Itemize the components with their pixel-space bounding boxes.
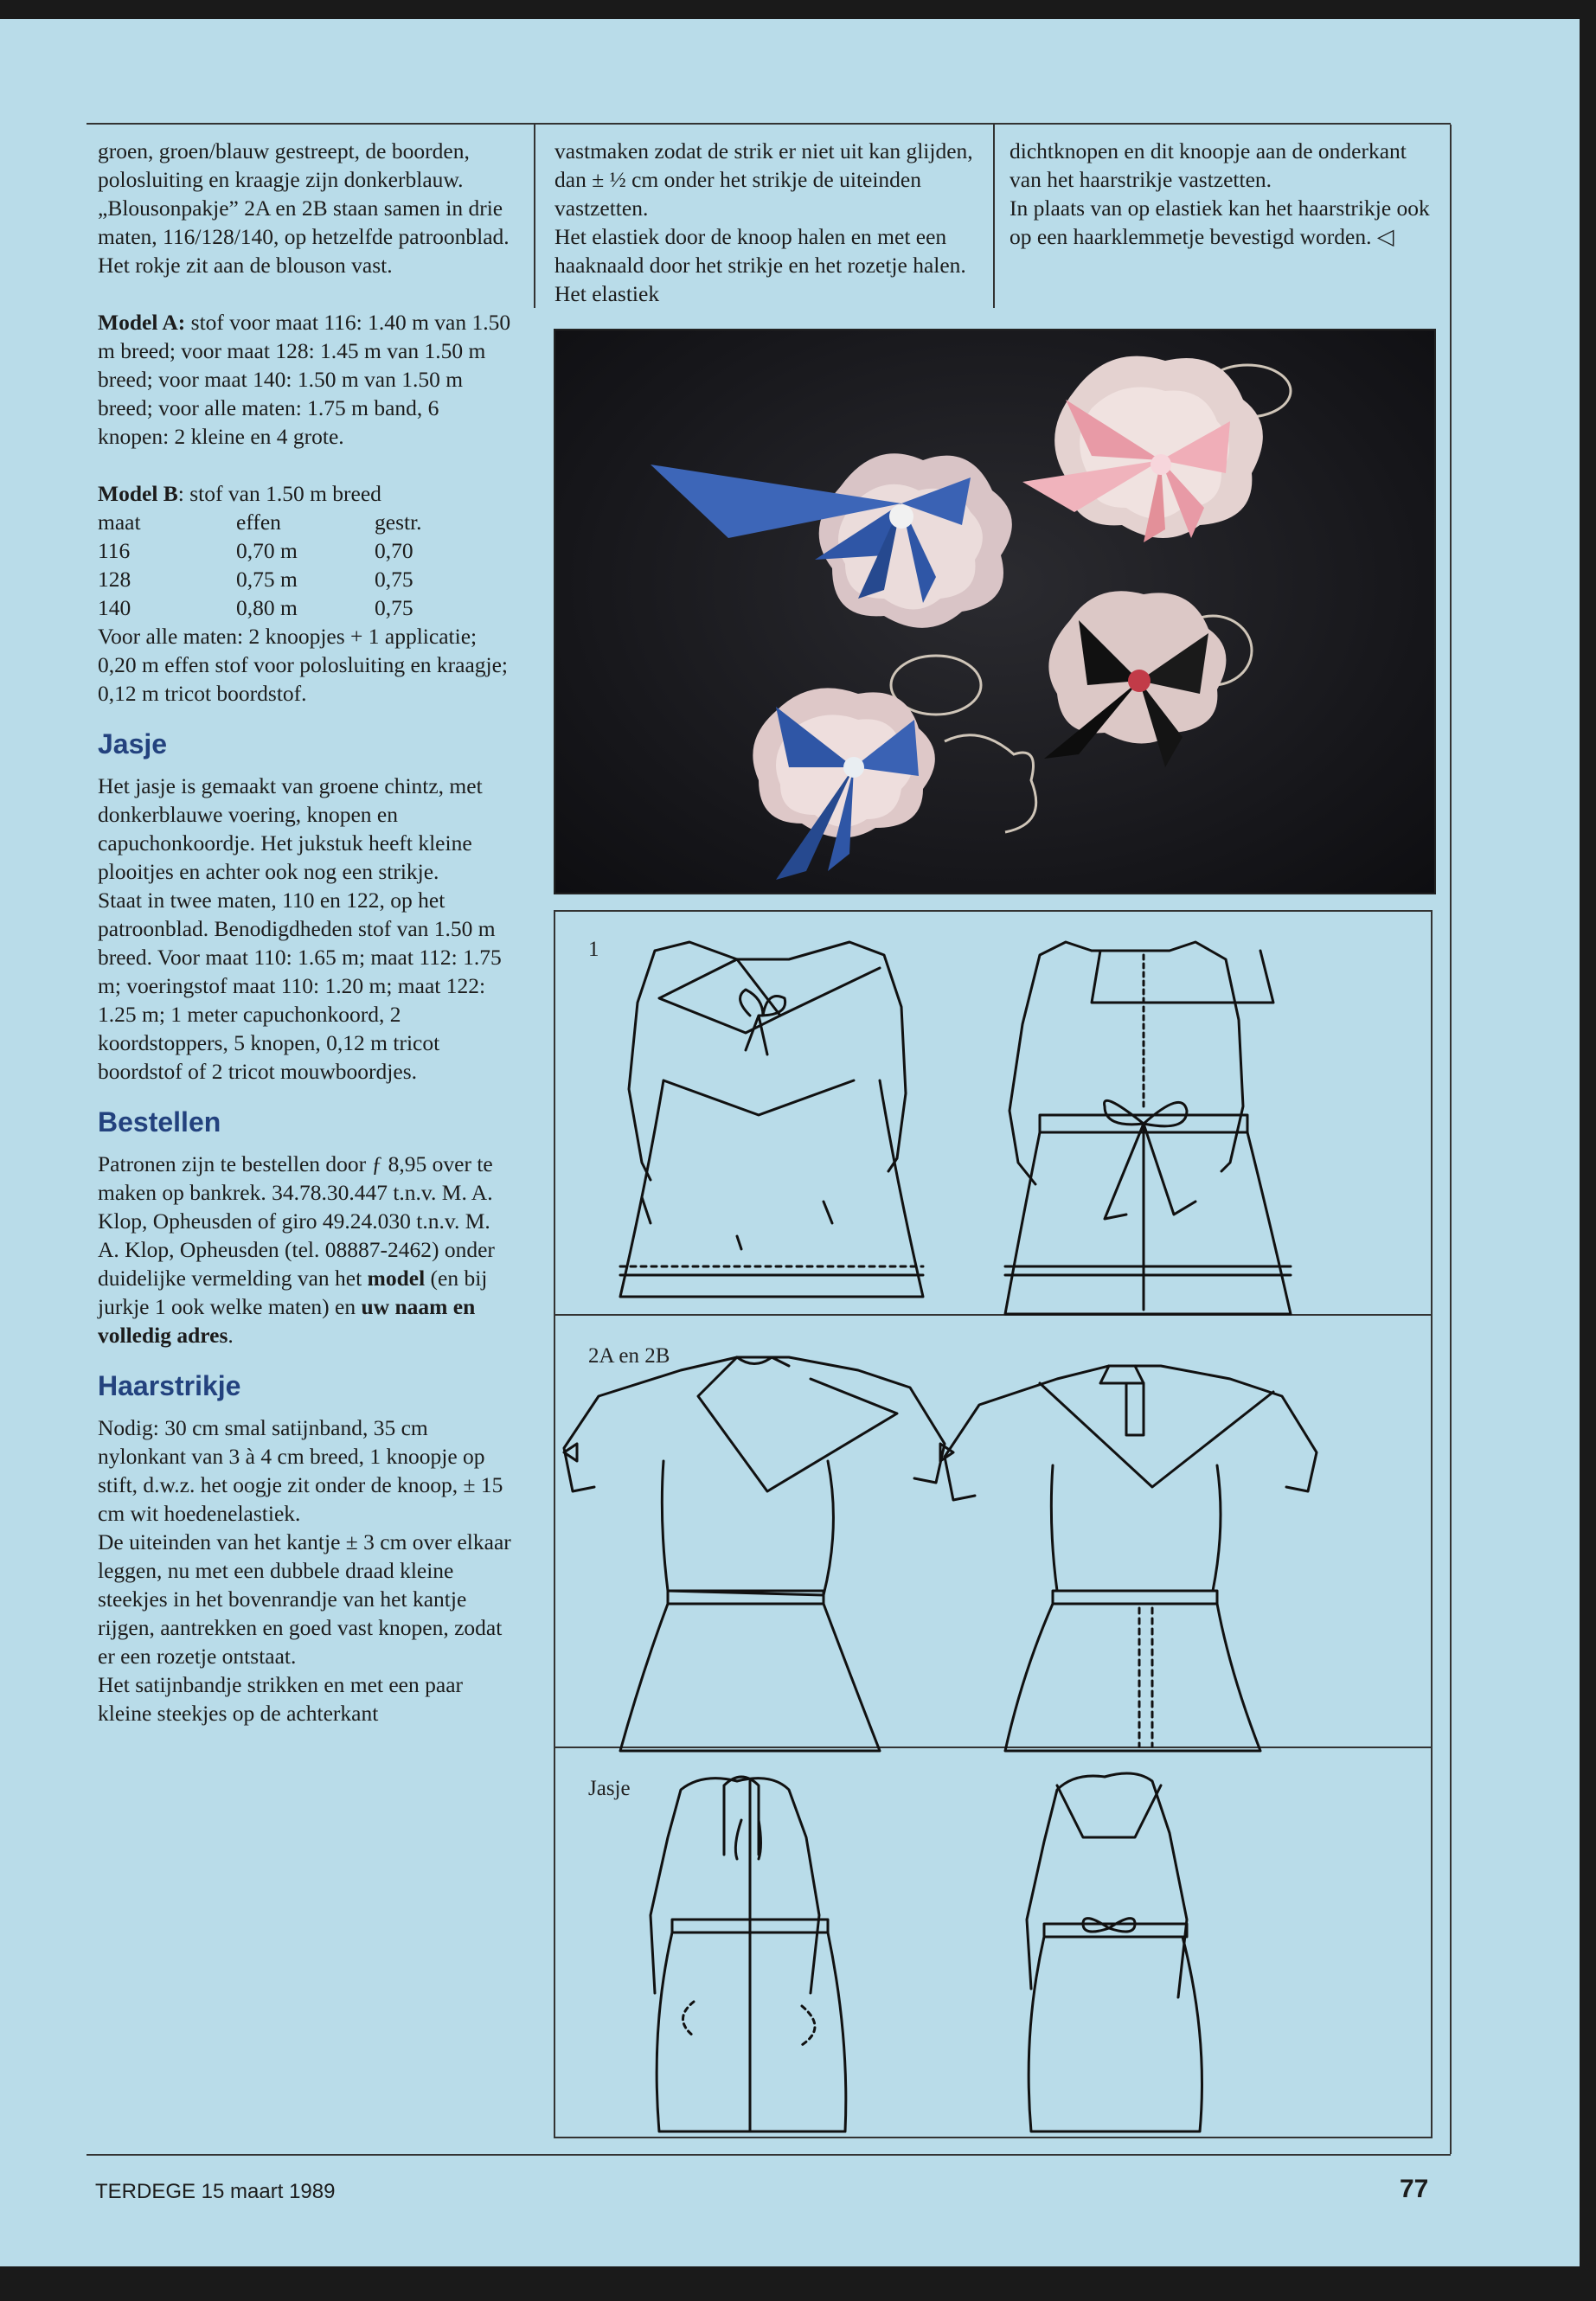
middle-paragraph-1: vastmaken zodat de strik er niet uit kan glijden, dan ± ½ cm onder het strikje de uiteinden vastzetten. bbox=[554, 138, 973, 221]
size-cell: 0,70 bbox=[375, 538, 413, 563]
top-rule bbox=[87, 123, 1451, 125]
size-header-gestr: gestr. bbox=[375, 510, 422, 535]
blue-bow-rosette-2 bbox=[753, 688, 1035, 880]
top-border bbox=[0, 0, 1596, 19]
jasje-heading: Jasje bbox=[98, 728, 168, 760]
right-paragraph-1: dichtknopen en dit knoopje aan de onderkant van het haarstrikje vastzetten. bbox=[1010, 138, 1407, 192]
size-cell: 128 bbox=[98, 567, 131, 592]
right-paragraph-2: In plaats van op elastiek kan het haarstrikje ook op een haarklemmetje bevestigd worden. ◁ bbox=[1010, 195, 1430, 249]
size-cell: 0,75 bbox=[375, 567, 413, 592]
haarstrikje-heading: Haarstrikje bbox=[98, 1370, 241, 1401]
page-number: 77 bbox=[1400, 2175, 1429, 2203]
figure-label-3: Jasje bbox=[588, 1777, 631, 1800]
haarstrikje-paragraph-3: Het satijnbandje strikken en met een paar kleine steekjes op de achterkant bbox=[98, 1672, 464, 1726]
haarstrikje-paragraph-1: Nodig: 30 cm smal satijnband, 35 cm nylonkant van 3 à 4 cm breed, 1 knoopje op stift, d.w.z. het oogje zit onder de knoop, ± 15 cm wit hoedenelastiek. bbox=[98, 1415, 503, 1526]
figure-label-1: 1 bbox=[588, 938, 599, 961]
dress-2b-drawing bbox=[945, 1366, 1317, 1751]
model-b-label: Model B bbox=[98, 481, 178, 506]
model-a-paragraph bbox=[98, 308, 515, 451]
right-column bbox=[1010, 137, 1433, 251]
size-cell: 0,75 m bbox=[236, 567, 298, 592]
black-bow-rosette bbox=[1044, 591, 1252, 767]
hair-bows-illustration bbox=[555, 330, 1434, 893]
jasje-back-drawing bbox=[1027, 1773, 1202, 2131]
jasje-paragraph-2: Staat in twee maten, 110 en 122, op het patroonblad. Benodigdheden stof van 1.50 m breed. Voor maat 110: 1.65 m; maat 112: 1.75 m; voeringstof maat 110: 1.20 m; maat 122: 1.25 m; 1 meter capuchonkoord, 2 koordstoppers, 5 knopen, 0,12 m tricot boordstof of 2 tricot mouwboordjes. bbox=[98, 888, 502, 1084]
size-cell: 116 bbox=[98, 538, 131, 563]
pattern-drawings bbox=[554, 910, 1433, 2138]
middle-column bbox=[554, 137, 978, 308]
bottom-border bbox=[0, 2266, 1596, 2301]
model-b-paragraph bbox=[98, 479, 515, 508]
bestellen-bold-address: uw naam en volledig adres bbox=[98, 1294, 476, 1348]
pink-bow-rosette bbox=[1022, 356, 1291, 542]
hair-bows-photo bbox=[554, 329, 1436, 894]
right-rule bbox=[1450, 125, 1452, 2154]
size-cell: 0,75 bbox=[375, 595, 413, 620]
model-b-extra: Voor alle maten: 2 knoopjes + 1 applicatie; 0,20 m effen stof voor polosluiting en kraagje; 0,12 m tricot boordstof. bbox=[98, 624, 509, 706]
jasje-paragraph-1: Het jasje is gemaakt van groene chintz, met donkerblauwe voering, knopen en capuchonkoordje. Het jukstuk heeft kleine plooitjes en achter ook nog een strikje. bbox=[98, 773, 483, 884]
figure-label-2: 2A en 2B bbox=[588, 1344, 670, 1368]
bestellen-text-1: Patronen zijn te bestellen door ƒ 8,95 over te maken op bankrek. 34.78.30.447 t.n.v. M. A. Klop, Opheusden of giro 49.24.030 t.n.v. M. A. Klop, Opheusden (tel. 08887-2462) onder duidelijke vermelding van het bbox=[98, 1151, 495, 1291]
column-divider-1 bbox=[534, 125, 535, 308]
blouson-paragraph: „Blousonpakje” 2A en 2B staan samen in drie maten, 116/128/140, op hetzelfde patroonblad. Het rokje zit aan de blouson vast. bbox=[98, 195, 510, 278]
model-a-label: Model A: bbox=[98, 310, 186, 335]
size-header-maat: maat bbox=[98, 510, 141, 535]
bottom-rule bbox=[87, 2154, 1451, 2156]
blue-bow-rosette-1 bbox=[651, 453, 1012, 715]
jasje-front-drawing bbox=[651, 1777, 846, 2131]
bestellen-bold-model: model bbox=[367, 1266, 426, 1291]
right-border bbox=[1580, 0, 1596, 2301]
magazine-footer: TERDEGE 15 maart 1989 bbox=[95, 2180, 336, 2203]
size-cell: 0,80 m bbox=[236, 595, 298, 620]
bestellen-text-2: (en bij jurkje 1 ook welke maten) en bbox=[98, 1266, 488, 1319]
dress-line-drawings bbox=[555, 912, 1431, 2137]
left-column bbox=[98, 137, 515, 1727]
size-cell: 0,70 m bbox=[236, 538, 298, 563]
dress-2a-front-drawing bbox=[564, 1357, 953, 1751]
bestellen-paragraph bbox=[98, 1150, 515, 1349]
haarstrikje-paragraph-2: De uiteinden van het kantje ± 3 cm over elkaar leggen, nu met een dubbele draad kleine steekjes in het bovenrandje van het kantje rijgen, aantrekken en goed vast knopen, zodat er een rozetje ontstaat. bbox=[98, 1529, 511, 1669]
column-divider-2 bbox=[993, 125, 995, 308]
intro-paragraph: groen, groen/blauw gestreept, de boorden, polosluiting en kraagje zijn donkerblauw. bbox=[98, 138, 470, 192]
dress-1-front-drawing bbox=[620, 942, 923, 1297]
size-header-effen: effen bbox=[236, 510, 281, 535]
middle-paragraph-2: Het elastiek door de knoop halen en met een haaknaald door het strikje en het rozetje halen. Het elastiek bbox=[554, 224, 966, 306]
bestellen-text-end: . bbox=[228, 1323, 234, 1348]
model-a-text: stof voor maat 116: 1.40 m van 1.50 m breed; voor maat 128: 1.45 m van 1.50 m breed; voor maat 140: 1.50 m van 1.50 m breed; voor alle maten: 1.75 m band, 6 knopen: 2 kleine en 4 grote. bbox=[98, 310, 511, 449]
dress-1-back-drawing bbox=[1005, 942, 1291, 1314]
size-table bbox=[98, 508, 515, 622]
bestellen-heading: Bestellen bbox=[98, 1106, 221, 1138]
model-b-text: : stof van 1.50 m breed bbox=[177, 481, 381, 506]
size-cell: 140 bbox=[98, 595, 131, 620]
